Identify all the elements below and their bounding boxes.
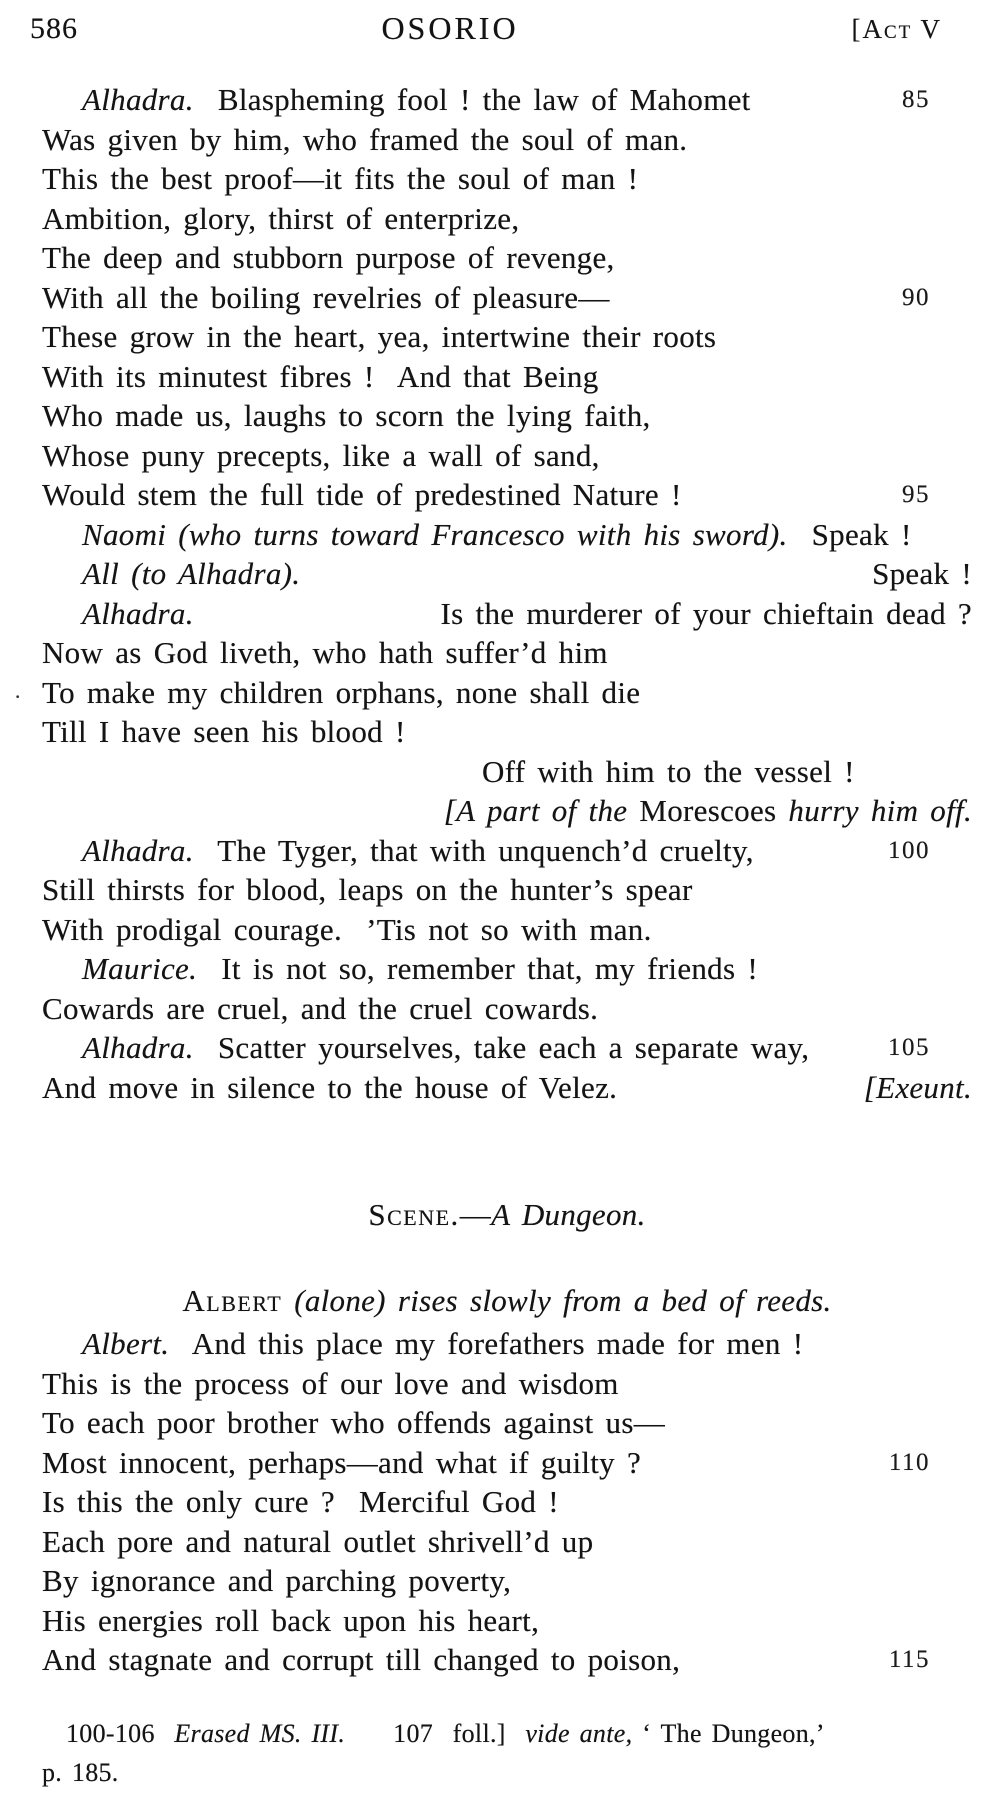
play-line: Ambition, glory, thirst of enterprize,: [42, 200, 520, 236]
scene-heading: Scene.—A Dungeon.: [368, 1197, 646, 1232]
line-number: 90: [902, 283, 930, 311]
play-line: These grow in the heart, yea, intertwine their roots: [42, 319, 717, 354]
running-header: [0, 0, 1000, 54]
play-line: · To make my children orphans, none shall die: [42, 673, 972, 713]
play-line: Off with him to the vessel !: [482, 753, 855, 789]
page-title: OSORIO: [381, 10, 519, 46]
play-line: Most innocent, perhaps—and what if guilty ? 110: [42, 1444, 930, 1480]
act-label: [Act V: [851, 14, 942, 44]
play-line: Alhadra. Blaspheming fool ! the law of Mahomet 85: [82, 82, 930, 117]
line-number: 110: [888, 1448, 930, 1476]
play-line: And stagnate and corrupt till changed to poison, 115: [42, 1642, 930, 1677]
play-line: Cowards are cruel, and the cruel cowards.: [42, 990, 599, 1026]
play-line: With prodigal courage. ’Tis not so with man.: [42, 911, 652, 947]
play-line: The deep and stubborn purpose of revenge,: [42, 240, 615, 275]
play-line: Who made us, laughs to scorn the lying faith,: [42, 398, 651, 433]
page-number: 586: [30, 12, 78, 45]
line-number: 115: [888, 1646, 930, 1673]
play-line: And move in silence to the house of Velez. [Exeunt.: [42, 1069, 972, 1105]
play-line: This is the process of our love and wisdom: [42, 1365, 619, 1401]
play-line: Is this the only cure ? Merciful God !: [42, 1484, 559, 1519]
play-line: Maurice. It is not so, remember that, my friends !: [82, 951, 759, 986]
play-line: This the best proof—it fits the soul of man !: [42, 161, 639, 196]
play-line: Alhadra. Scatter yourselves, take each a separate way, 105: [82, 1030, 930, 1065]
play-line: With all the boiling revelries of pleasure— 90: [42, 279, 930, 315]
play-line: Would stem the full tide of predestined Nature ! 95: [42, 477, 930, 512]
line-number: 100: [888, 836, 930, 864]
play-line: Till I have seen his blood !: [42, 714, 406, 749]
play-line: To each poor brother who offends against us—: [42, 1405, 666, 1440]
play-line: His energies roll back upon his heart,: [42, 1602, 540, 1638]
play-line: Still thirsts for blood, leaps on the hunter’s spear: [42, 872, 693, 907]
play-line: Alhadra. The Tyger, that with unquench’d cruelty, 100: [82, 832, 930, 868]
line-number: 105: [888, 1034, 930, 1061]
footnote-line: 100-106 Erased MS. III. 107 foll.] vide ante, ‘ The Dungeon,’: [66, 1718, 825, 1748]
play-line: With its minutest fibres ! And that Being: [42, 358, 599, 394]
line-number: 85: [902, 86, 930, 113]
stage-direction: Albert (alone) rises slowly from a bed of reeds.: [182, 1282, 832, 1318]
play-line: [A part of the Morescoes hurry him off.: [443, 793, 972, 828]
play-line: Albert. And this place my forefathers made for men !: [82, 1326, 804, 1361]
page-body: [0, 80, 972, 1792]
play-line: By ignorance and parching poverty,: [42, 1563, 512, 1598]
line-number: 95: [902, 481, 930, 508]
play-line: Naomi (who turns toward Francesco with his sword). Speak !: [82, 516, 912, 552]
play-line: Was given by him, who framed the soul of man.: [42, 121, 688, 157]
play-line: Now as God liveth, who hath suffer’d him: [42, 635, 608, 670]
play-line: All (to Alhadra). Speak !: [82, 556, 972, 591]
footnote-line: p. 185.: [42, 1757, 119, 1787]
play-line: Each pore and natural outlet shrivell’d up: [42, 1523, 594, 1559]
play-line: Whose puny precepts, like a wall of sand,: [42, 437, 600, 473]
play-line: Alhadra. Is the murderer of your chieftain dead ?: [82, 595, 972, 631]
